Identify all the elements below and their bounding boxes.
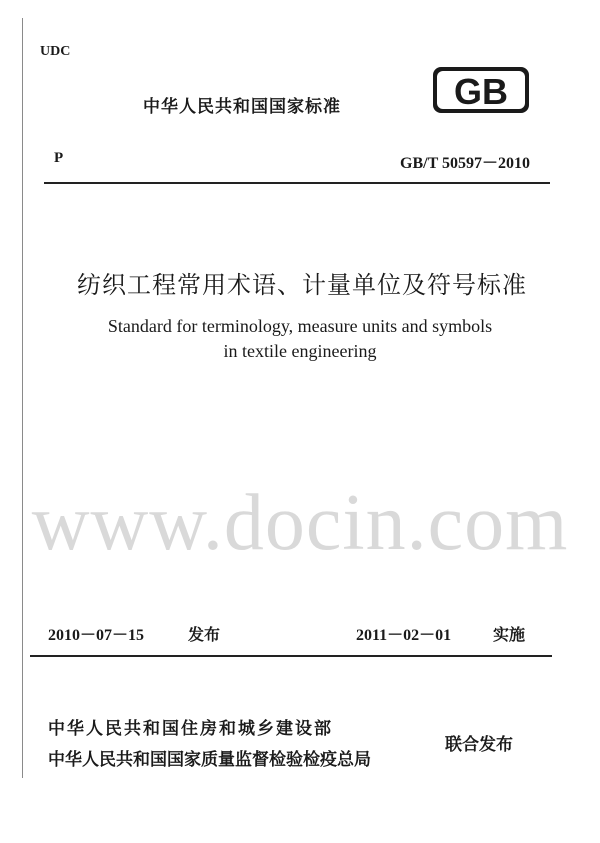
issuing-authority-2: 中华人民共和国国家质量监督检验检疫总局 xyxy=(48,750,371,770)
standard-number: GB/T 50597－2010 xyxy=(400,155,530,172)
standard-type-title: 中华人民共和国国家标准 xyxy=(143,97,341,117)
watermark: www.docin.com xyxy=(31,479,569,567)
bottom-rule xyxy=(30,655,552,657)
classification-code: P xyxy=(54,150,64,166)
implementation-label: 实施 xyxy=(493,625,526,644)
title-chinese: 纺织工程常用术语、计量单位及符号标准 xyxy=(77,271,527,299)
gb-logo-text: GB xyxy=(454,71,508,112)
issue-label: 发布 xyxy=(188,625,221,644)
title-english-line2: in textile engineering xyxy=(223,341,377,361)
issue-date: 2010－07－15 xyxy=(48,627,145,644)
udc-label: UDC xyxy=(40,44,71,59)
implementation-date: 2011－02－01 xyxy=(356,627,452,644)
issuing-authority-1: 中华人民共和国住房和城乡建设部 xyxy=(48,719,333,739)
title-english-line1: Standard for terminology, measure units and symbols xyxy=(107,316,493,336)
gb-logo xyxy=(432,66,530,114)
top-rule xyxy=(44,182,550,184)
joint-issue-label: 联合发布 xyxy=(445,735,513,755)
left-margin-line xyxy=(22,18,23,778)
